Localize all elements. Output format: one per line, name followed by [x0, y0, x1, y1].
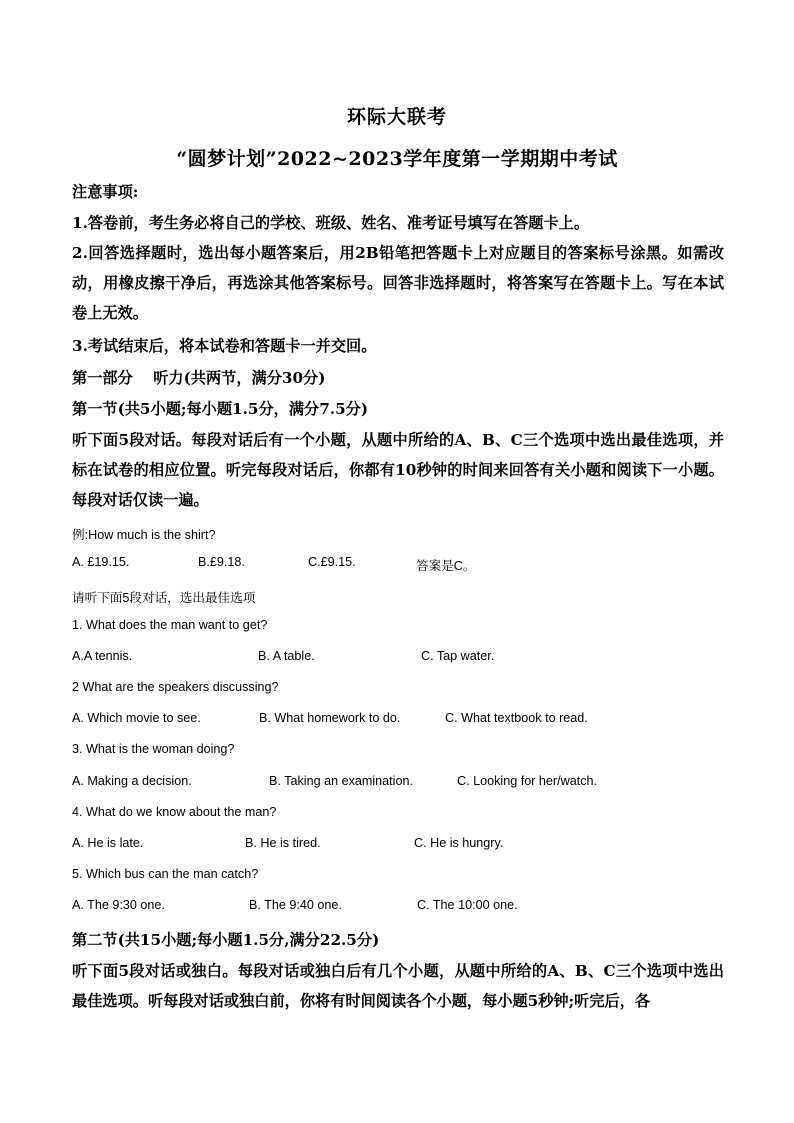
question-5: 5. Which bus can the man catch? — [72, 867, 259, 881]
q5-option-b: B. The 9:40 one. — [249, 898, 342, 912]
part1-heading: 第一部分 听力(共两节，满分30分) — [72, 369, 326, 387]
example-answer: 答案是C。 — [416, 559, 476, 573]
question-2: 2 What are the speakers discussing? — [72, 680, 279, 694]
question-1: 1. What does the man want to get? — [72, 618, 268, 632]
q5-option-c: C. The 10:00 one. — [417, 898, 518, 912]
example-question: 例:How much is the shirt? — [72, 528, 216, 542]
example-option-c: C.£9.15. — [308, 555, 356, 569]
section1-heading: 第一节(共5小题;每小题1.5分，满分7.5分) — [72, 400, 369, 418]
section1-instructions: 听下面5段对话。每段对话后有一个小题，从题中所给的A、B、C三个选项中选出最佳选项，并标在试卷的相应位置。听完每段对话后，你都有10秒钟的时间来回答有关小题和阅读下一小题。每段对话仅读一遍。 — [72, 431, 724, 509]
q3-option-b: B. Taking an examination. — [269, 774, 413, 788]
section2-heading: 第二节(共15小题;每小题1.5分,满分22.5分) — [72, 931, 380, 949]
q1-option-b: B. A table. — [258, 649, 315, 663]
q4-option-c: C. He is hungry. — [414, 836, 504, 850]
example-option-a: A. £19.15. — [72, 555, 130, 569]
example-option-b: B.£9.18. — [198, 555, 245, 569]
q4-option-a: A. He is late. — [72, 836, 144, 850]
q2-option-a: A. Which movie to see. — [72, 711, 201, 725]
q4-option-b: B. He is tired. — [245, 836, 321, 850]
q1-option-c: C. Tap water. — [421, 649, 495, 663]
question-4: 4. What do we know about the man? — [72, 805, 277, 819]
section2-instructions: 听下面5段对话或独白。每段对话或独白后有几个小题，从题中所给的A、B、C三个选项中选出最佳选项。听每段对话或独白前，你将有时间阅读各个小题，每小题5秒钟;听完后，各 — [72, 962, 724, 1010]
question-1-options — [72, 649, 724, 669]
q5-option-a: A. The 9:30 one. — [72, 898, 165, 912]
q1-option-a: A.A tennis. — [72, 649, 133, 663]
q2-option-b: B. What homework to do. — [259, 711, 401, 725]
listening-prompt: 请听下面5段对话，选出最佳选项 — [72, 591, 256, 605]
exam-title: 环际大联考 — [346, 106, 447, 128]
question-5-options — [72, 898, 724, 918]
note-item-3: 3.考试结束后，将本试卷和答题卡一并交回。 — [72, 337, 377, 355]
note-item-1: 1.答卷前，考生务必将自己的学校、班级、姓名、准考证号填写在答题卡上。 — [72, 214, 590, 232]
q3-option-c: C. Looking for her/watch. — [457, 774, 598, 788]
question-2-options — [72, 711, 724, 731]
exam-subtitle: “圆梦计划”2022~2023学年度第一学期期中考试 — [176, 148, 618, 170]
example-options — [72, 555, 724, 575]
question-4-options — [72, 836, 724, 856]
question-3-options — [72, 774, 724, 794]
q2-option-c: C. What textbook to read. — [445, 711, 588, 725]
note-item-2: 2.回答选择题时，选出每小题答案后，用2B铅笔把答题卡上对应题目的答案标号涂黑。如需改动，用橡皮擦干净后，再选涂其他答案标号。回答非选择题时，将答案写在答题卡上。写在本试卷上无效。 — [72, 244, 724, 322]
notes-heading: 注意事项: — [72, 183, 139, 201]
question-3: 3. What is the woman doing? — [72, 742, 235, 756]
q3-option-a: A. Making a decision. — [72, 774, 192, 788]
